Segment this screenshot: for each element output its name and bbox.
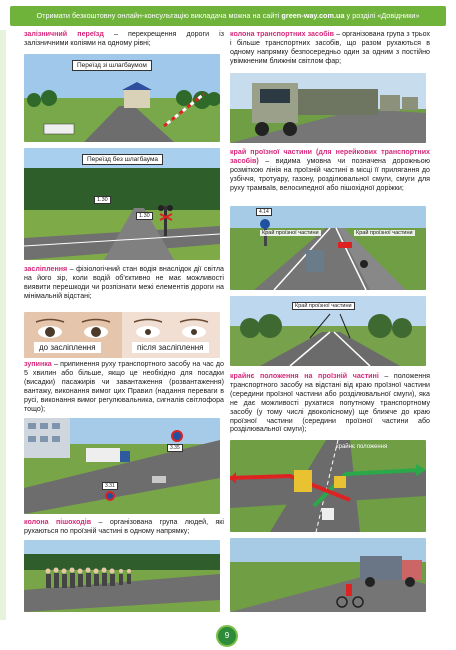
term-pedestrian-column: колона пішоходів: [24, 518, 92, 526]
term-stop: зупинка: [24, 360, 52, 368]
left-column-2: [24, 265, 224, 301]
banner-text: Отримати безкоштовну онлайн-консультацію викладача можна на сайті: [36, 11, 282, 20]
image-eyes-glare: [24, 312, 220, 358]
before-glare-label: до засліплення: [34, 342, 101, 353]
sign-label-4-14: 4.14: [256, 208, 272, 216]
page-number-badge: 9: [216, 625, 238, 647]
image-crossing-with-barrier: [24, 54, 220, 142]
left-column-3: [24, 360, 224, 413]
definition-stop: [24, 360, 224, 413]
distance-sign-1: 1.30: [94, 196, 111, 204]
image-roadway-edge: [230, 206, 426, 290]
sign-label-1: 3.35: [167, 444, 183, 452]
crossing-no-barrier-caption: Переїзд без шлагбаума: [82, 154, 163, 165]
right-column-2: [230, 148, 430, 193]
crossing-barrier-caption: Переїзд зі шлагбаумом: [72, 60, 152, 71]
definition-text: – фізіологічний стан водія внаслідок дії світла на його зір, коли водій об'єктивно не має можливості виявити перешкоди чи розпізнати межі елементів дороги на мінімальній відстані;: [24, 265, 224, 300]
edge-label-top: Край проїзної частини: [292, 302, 355, 310]
side-decoration: [0, 30, 6, 620]
distance-sign-2: 1.30: [136, 212, 153, 220]
image-extreme-position: [230, 440, 426, 532]
after-glare-label: після засліплення: [132, 342, 209, 353]
image-roadway-edge-2: [230, 296, 426, 366]
definition-text: – організована група людей, які рухаються по проїзній частині в одному напрямку;: [24, 518, 224, 535]
top-banner: [10, 6, 446, 26]
definition-vehicle-column: [230, 30, 430, 66]
edge-label-left: Край проїзної частини: [262, 230, 319, 236]
site-link[interactable]: green-way.com.ua: [281, 11, 345, 20]
image-stop-scene: [24, 418, 220, 514]
definition-text: – положення транспортного засобу на відстані від краю проїзної частини (середини проїзної частини або розділювальної смуги), яка не дає можливості рухатися попутному транспортному засобу (у тому числі двоколісному) ще ближче до краю проїзної частини (середини проїзної частини або розділювальної смуги);: [230, 372, 430, 434]
banner-text-end: у розділі «Довідники»: [344, 11, 420, 20]
right-column: [230, 30, 430, 66]
edge-label-right: Край проїзної частини: [356, 230, 413, 236]
term-vehicle-column: колона транспортних засобів: [230, 30, 334, 38]
definition-text: – організована група з трьох і більше транспортних засобів, що разом рухаються в одному напрямку безпосередньо один за одним з постійно увімкненим ближнім світлом фар;: [230, 30, 430, 65]
extreme-position-label: крайнє положення: [336, 444, 388, 450]
left-column: [24, 30, 224, 48]
definition-text: – видима умовна чи позначена дорожньою розміткою лінія на проїзній частині в місці її прилягання до узбіччя, тротуару, газону, розділювальної смуги, смуги для руху трамваїв, велосипедної або пішохідної доріжки;: [230, 156, 430, 192]
definition-text: – перехрещення дороги із залізничними коліями на одному рівні;: [24, 30, 224, 47]
image-truck-column: [230, 73, 426, 143]
term-roadway-edge: край проїзної частини (для нерейкових транспортних засобів): [230, 148, 430, 165]
definition-glare: [24, 265, 224, 301]
term-railway-crossing: залізничний переїзд: [24, 30, 104, 38]
term-glare: засліплення: [24, 265, 68, 273]
left-column-4: [24, 518, 224, 536]
image-pedestrian-column: [24, 540, 220, 612]
right-column-3: [230, 372, 430, 434]
term-extreme-position: крайнє положення на проїзній частині: [230, 372, 379, 380]
image-cyclist-truck: [230, 538, 426, 612]
definition-roadway-edge: [230, 148, 430, 193]
definition-extreme-position: [230, 372, 430, 434]
definition-text: – припинення руху транспортного засобу на час до 5 хвилин або більше, якщо це необхідно для посадки (висадки) пасажирів чи завантаження (розвантаження) вантажу, виконання вимог цих Правил (надання переваги в русі, виконання вимог регулювальника, сигналів світлофора тощо);: [24, 360, 224, 413]
image-crossing-without-barrier: [24, 148, 220, 260]
definition-railway-crossing: [24, 30, 224, 48]
sign-label-2: 3.31: [102, 482, 118, 490]
definition-pedestrian-column: [24, 518, 224, 536]
